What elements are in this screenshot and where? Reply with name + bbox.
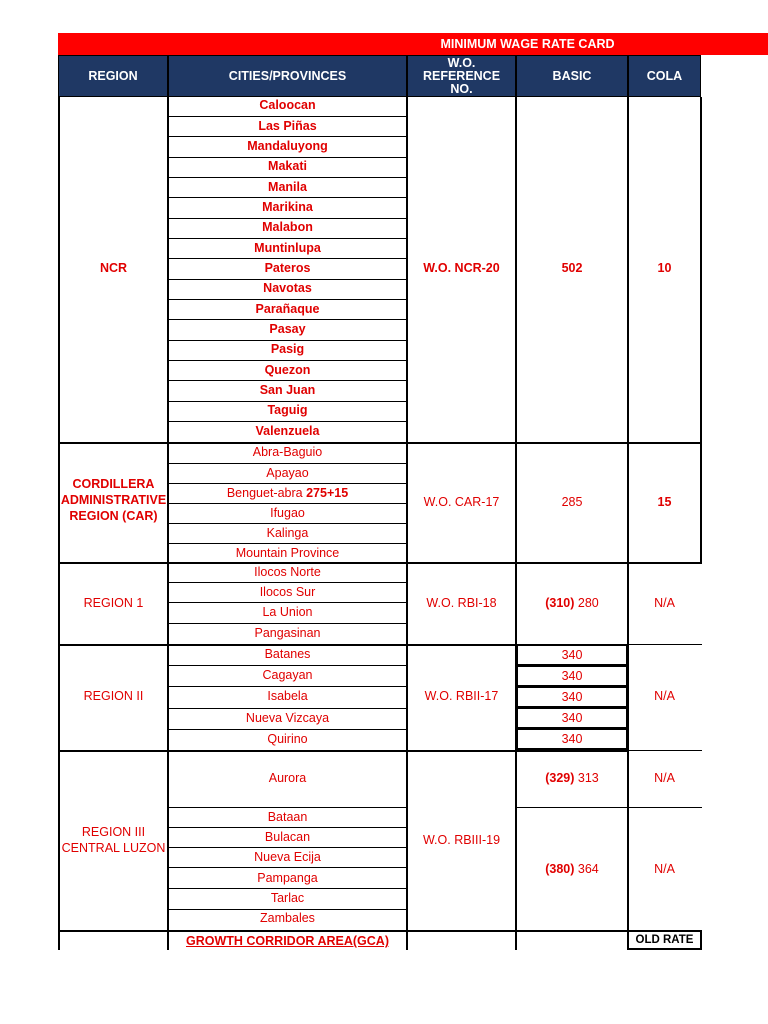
- city-quezon: Quezon: [264, 363, 311, 377]
- region-car: CORDILLERA ADMINISTRATIVE REGION (CAR): [60, 477, 167, 523]
- basic-new: 313: [577, 771, 599, 785]
- basic-cagayan: 340: [516, 665, 628, 687]
- gca-label: GROWTH CORRIDOR AREA(GCA): [186, 934, 389, 948]
- city-kalinga: Kalinga: [266, 526, 309, 540]
- city-nueva-ecija: Nueva Ecija: [254, 850, 321, 864]
- city-quirino: Quirino: [267, 732, 308, 746]
- region-2: REGION II: [83, 689, 144, 703]
- region-ncr: NCR: [99, 261, 128, 275]
- city-bataan: Bataan: [267, 810, 308, 824]
- basic-quirino: 340: [516, 728, 628, 750]
- city-pangasinan: Pangasinan: [254, 626, 321, 640]
- basic-ncr: 502: [561, 261, 583, 275]
- city-pateros: Pateros: [264, 261, 311, 275]
- basic-isabela: 340: [516, 686, 628, 708]
- city-makati: Makati: [268, 159, 307, 173]
- wo-region-1: W.O. RBI-18: [426, 596, 497, 610]
- old-rate-label: OLD RATE: [627, 930, 702, 950]
- city-aurora: Aurora: [268, 771, 307, 785]
- city-muntinlupa: Muntinlupa: [254, 241, 321, 255]
- city-pampanga: Pampanga: [257, 871, 318, 885]
- basic-car: 285: [561, 495, 583, 509]
- region-divider: [58, 750, 628, 752]
- city-paranaque: Parañaque: [255, 302, 320, 316]
- city-abra-baguio: Abra-Baguio: [252, 445, 323, 459]
- page-title: MINIMUM WAGE RATE CARD: [440, 37, 615, 51]
- grid-line: [700, 442, 702, 562]
- grid-line: [515, 97, 517, 950]
- city-la-union: La Union: [262, 605, 313, 619]
- benguet-rate: 275+15: [306, 486, 349, 500]
- basic-new: 364: [577, 862, 599, 876]
- city-tarlac: Tarlac: [270, 891, 305, 905]
- city-nueva-vizcaya: Nueva Vizcaya: [245, 711, 330, 725]
- region-1: REGION 1: [83, 596, 144, 610]
- region-3: REGION III CENTRAL LUZON: [61, 825, 166, 855]
- city-benguet-abra: [168, 483, 407, 503]
- header-region: REGION: [58, 55, 168, 97]
- region-divider: [628, 644, 702, 645]
- city-manila: Manila: [268, 180, 307, 194]
- header-cities: CITIES/PROVINCES: [168, 55, 407, 97]
- header-wo-reference: W.O. REFERENCE NO.: [407, 55, 516, 97]
- city-mandaluyong: Mandaluyong: [247, 139, 328, 153]
- cola-region-2: N/A: [654, 689, 675, 703]
- cola-car: 15: [657, 495, 672, 509]
- row-line: [516, 807, 702, 808]
- city-caloocan: Caloocan: [259, 98, 316, 112]
- basic-aurora: [517, 768, 627, 788]
- basic-region-1: [517, 593, 627, 613]
- wo-ncr: W.O. NCR-20: [423, 261, 500, 275]
- city-cagayan: Cagayan: [262, 668, 313, 682]
- wo-region-3: W.O. RBIII-19: [422, 833, 501, 847]
- city-ifugao: Ifugao: [270, 506, 305, 520]
- city-bulacan: Bulacan: [264, 830, 311, 844]
- basic-old: (310): [545, 596, 575, 610]
- city-taguig: Taguig: [267, 403, 308, 417]
- cola-region-1: N/A: [654, 596, 675, 610]
- cola-ncr: 10: [657, 261, 672, 275]
- basic-batanes: 340: [516, 644, 628, 666]
- basic-old: (380): [545, 862, 575, 876]
- city-apayao: Apayao: [266, 466, 309, 480]
- region-divider: [628, 750, 702, 751]
- header-basic: BASIC: [516, 55, 628, 97]
- benguet-label: Benguet-abra: [226, 486, 303, 500]
- city-ilocos-norte: Ilocos Norte: [254, 565, 321, 579]
- city-pasay: Pasay: [269, 322, 306, 336]
- basic-old: (329): [545, 771, 575, 785]
- cola-region-3-group: N/A: [654, 862, 675, 876]
- city-mountain-province: Mountain Province: [235, 546, 340, 560]
- city-ilocos-sur: Ilocos Sur: [259, 585, 316, 599]
- city-isabela: Isabela: [267, 689, 308, 703]
- city-malabon: Malabon: [262, 220, 313, 234]
- cola-aurora: N/A: [654, 771, 675, 785]
- basic-region-3-group: [517, 859, 627, 879]
- wo-region-2: W.O. RBII-17: [424, 689, 499, 703]
- city-marikina: Marikina: [262, 200, 313, 214]
- city-pasig: Pasig: [270, 342, 305, 356]
- city-valenzuela: Valenzuela: [255, 424, 320, 438]
- city-batanes: Batanes: [264, 647, 311, 661]
- basic-nueva-vizcaya: 340: [516, 707, 628, 729]
- wo-car: W.O. CAR-17: [423, 495, 500, 509]
- basic-new: 280: [577, 596, 599, 610]
- grid-line: [700, 97, 702, 442]
- city-zambales: Zambales: [260, 911, 315, 925]
- grid-line: [627, 97, 629, 930]
- city-las-pinas: Las Piñas: [258, 119, 317, 133]
- city-san-juan: San Juan: [259, 383, 316, 397]
- header-cola: COLA: [628, 55, 701, 97]
- city-navotas: Navotas: [263, 281, 312, 295]
